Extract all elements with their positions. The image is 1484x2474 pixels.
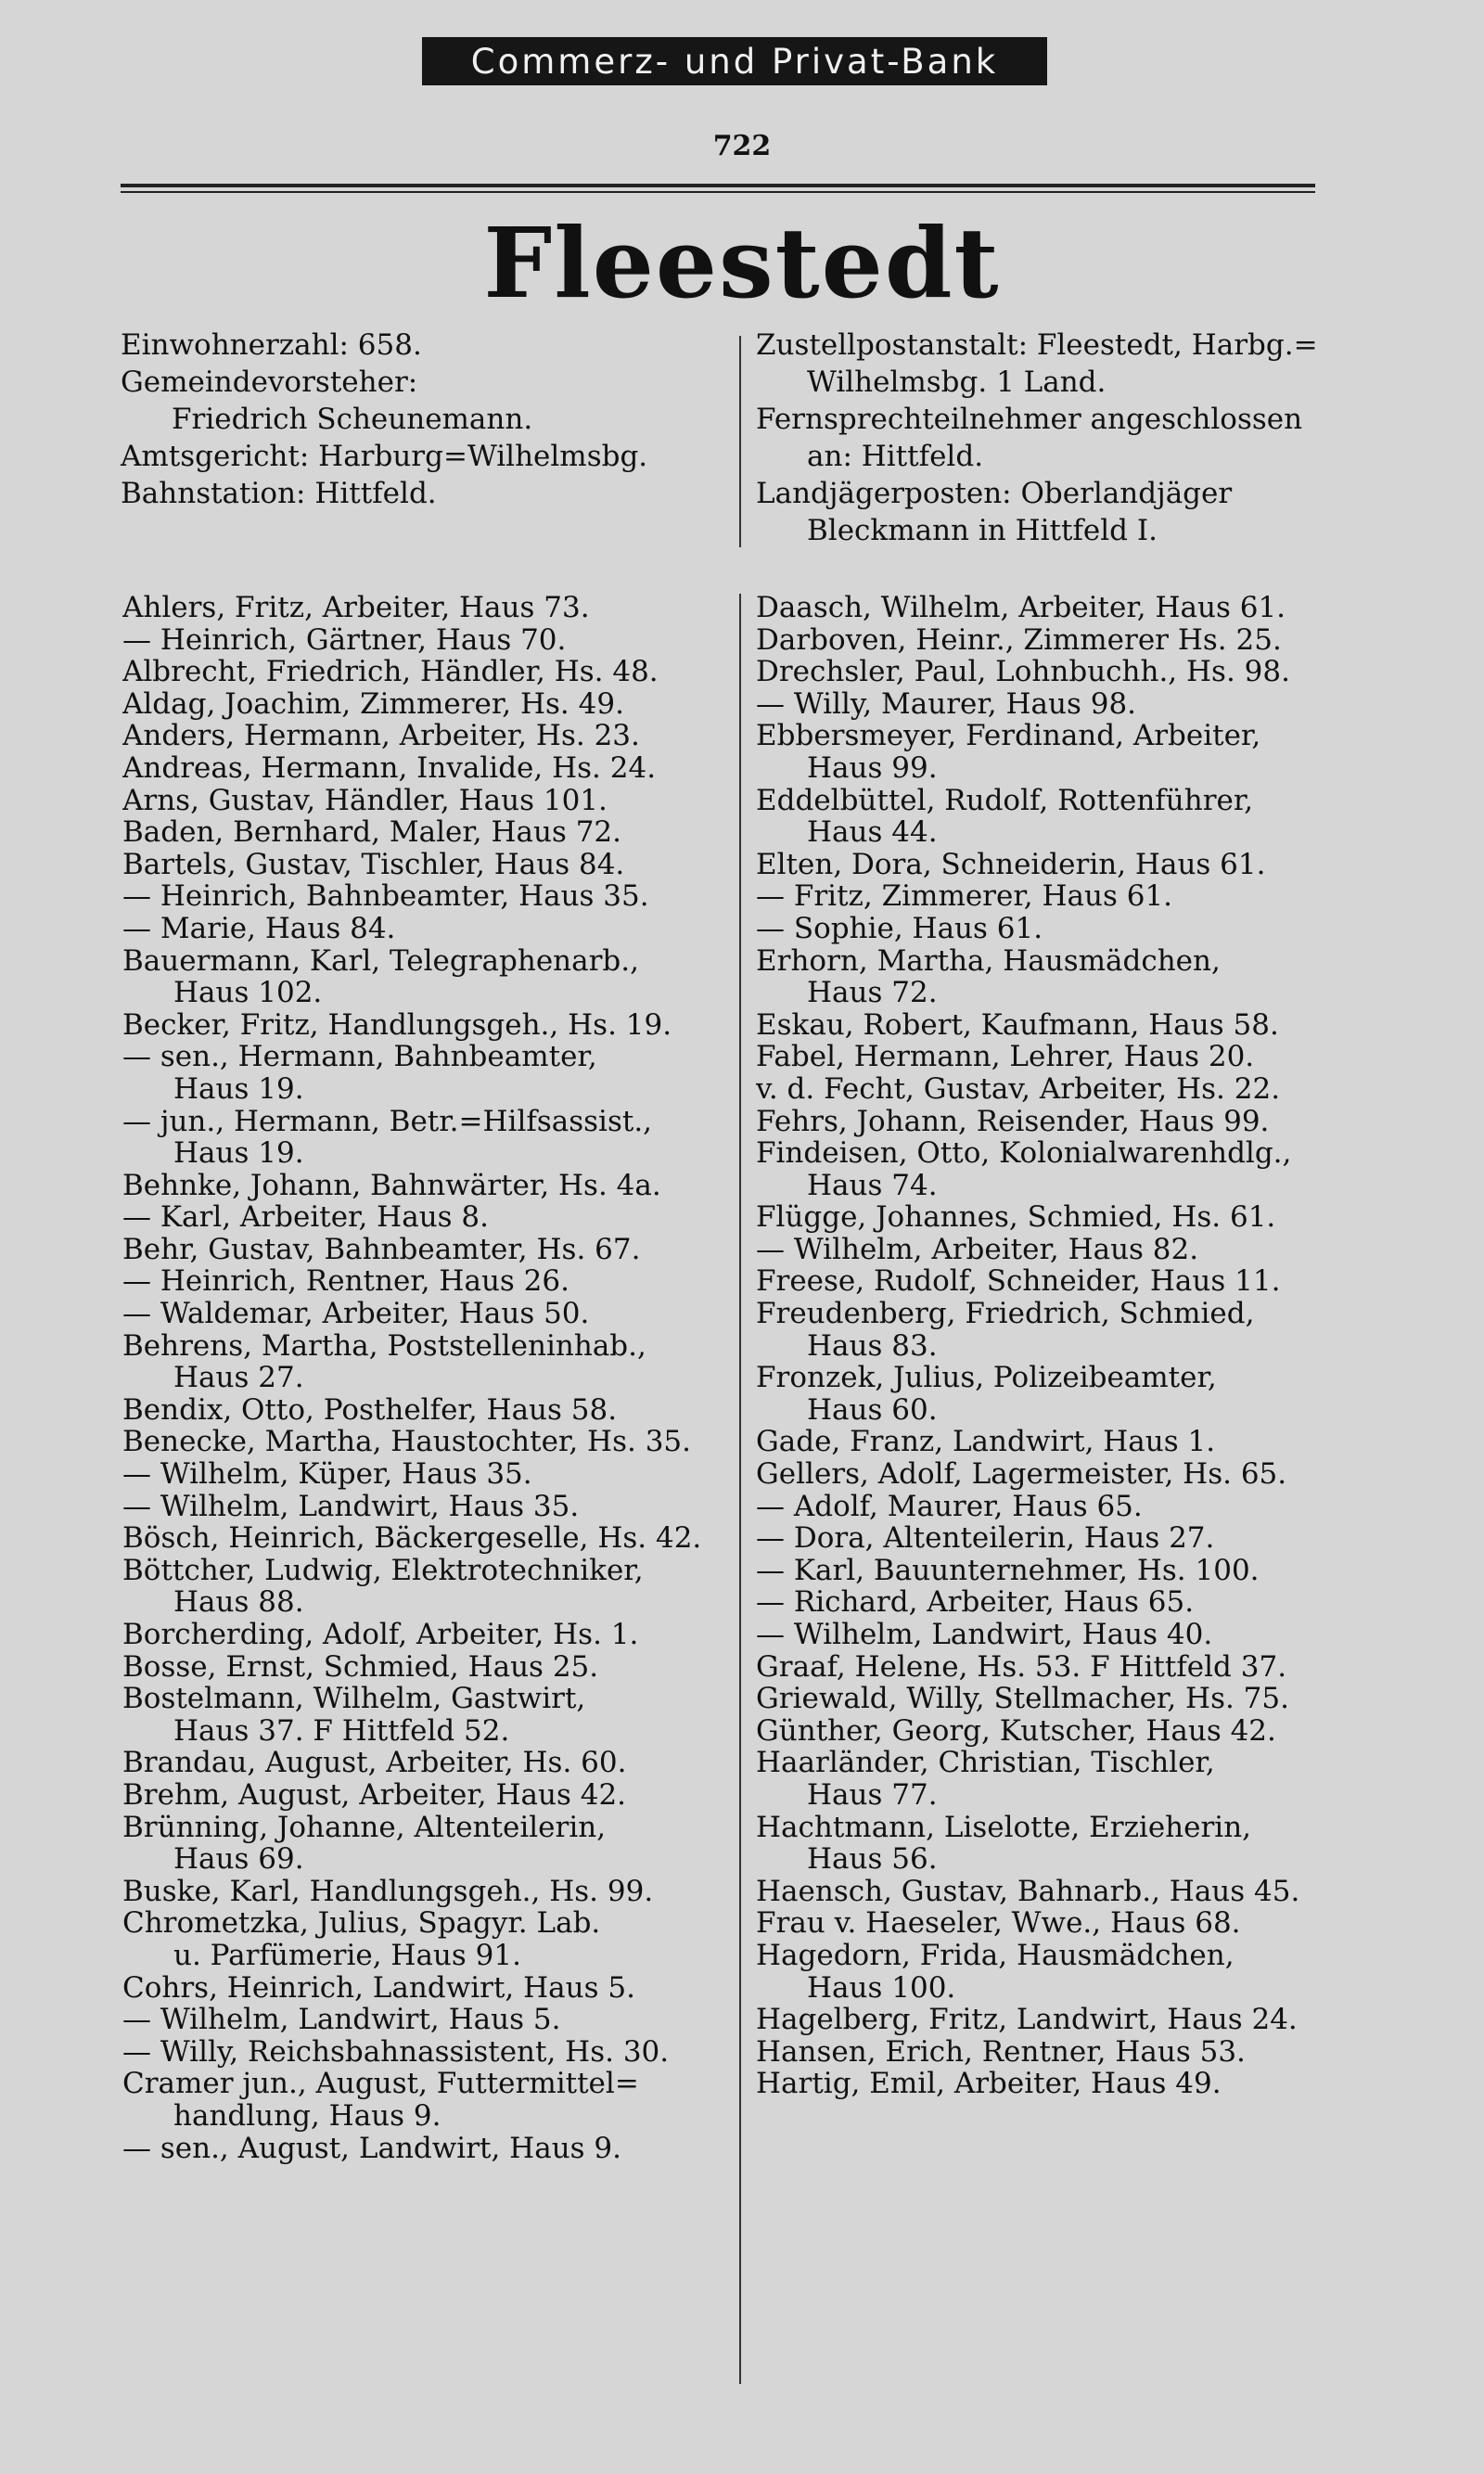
directory-entry: — Waldemar, Arbeiter, Haus 50. (122, 1298, 590, 1330)
directory-entry: — sen., Hermann, Bahnbeamter, (122, 1041, 597, 1073)
directory-entry: Gellers, Adolf, Lagermeister, Hs. 65. (756, 1458, 1287, 1491)
directory-entry-continuation: Haus 56. (807, 1843, 938, 1876)
directory-entry-continuation: Haus 102. (173, 977, 323, 1009)
directory-entry: v. d. Fecht, Gustav, Arbeiter, Hs. 22. (756, 1072, 1281, 1106)
directory-entry: — Wilhelm, Küper, Haus 35. (122, 1458, 532, 1491)
directory-entry-continuation: Haus 19. (173, 1137, 304, 1170)
directory-entry: Behr, Gustav, Bahnbeamter, Hs. 67. (122, 1233, 641, 1266)
directory-entry: Hachtmann, Liselotte, Erzieherin, (756, 1811, 1252, 1844)
town-info-left (121, 327, 714, 512)
directory-entry: Freudenberg, Friedrich, Schmied, (756, 1298, 1255, 1330)
directory-entry-continuation: Haus 69. (173, 1843, 304, 1876)
directory-right-column (756, 592, 1368, 2100)
directory-entry: Hartig, Emil, Arbeiter, Haus 49. (756, 2068, 1222, 2100)
header-rule-thin (121, 191, 1315, 193)
directory-entry: — Willy, Reichsbahnassistent, Hs. 30. (122, 2035, 670, 2069)
directory-entry: Fehrs, Johann, Reisender, Haus 99. (756, 1105, 1270, 1138)
directory-entry-continuation: Haus 27. (173, 1362, 304, 1394)
info-divider (739, 336, 741, 547)
directory-entry: — Wilhelm, Arbeiter, Haus 82. (756, 1233, 1199, 1266)
directory-entry: Gade, Franz, Landwirt, Haus 1. (756, 1426, 1216, 1459)
directory-entry: — Willy, Maurer, Haus 98. (756, 687, 1137, 721)
info-telephone-cont: an: Hittfeld. (807, 440, 984, 473)
info-telephone: Fernsprechteilnehmer angeschlossen (756, 403, 1303, 436)
directory-entry: Freese, Rudolf, Schneider, Haus 11. (756, 1265, 1281, 1299)
directory-entry-continuation: Haus 60. (807, 1393, 938, 1427)
directory-entry: — Heinrich, Bahnbeamter, Haus 35. (122, 880, 649, 913)
directory-entry-continuation: Haus 77. (807, 1778, 938, 1812)
directory-entry: Haensch, Gustav, Bahnarb., Haus 45. (756, 1875, 1300, 1908)
info-station: Bahnstation: Hittfeld. (121, 477, 437, 510)
directory-entry: Borcherding, Adolf, Arbeiter, Hs. 1. (122, 1619, 639, 1651)
directory-entry: Fronzek, Julius, Polizeibeamter, (756, 1362, 1217, 1394)
directory-entry: — Fritz, Zimmerer, Haus 61. (756, 880, 1173, 913)
directory-entry: Bauermann, Karl, Telegraphenarb., (122, 944, 639, 978)
directory-entry: Baden, Bernhard, Maler, Haus 72. (122, 816, 622, 849)
town-info-right (756, 327, 1320, 549)
header-rule-thick (121, 184, 1315, 187)
directory-entry-continuation: Haus 72. (807, 977, 938, 1009)
directory-entry: Griewald, Willy, Stellmacher, Hs. 75. (756, 1683, 1289, 1715)
directory-entry: Darboven, Heinr., Zimmerer Hs. 25. (756, 623, 1282, 657)
directory-entry: — Heinrich, Gärtner, Haus 70. (122, 623, 567, 657)
directory-entry: Bosse, Ernst, Schmied, Haus 25. (122, 1650, 599, 1684)
directory-entry: — Adolf, Maurer, Haus 65. (756, 1490, 1143, 1523)
directory-entry: Hagelberg, Fritz, Landwirt, Haus 24. (756, 2004, 1298, 2036)
directory-entry: Bartels, Gustav, Tischler, Haus 84. (122, 848, 625, 881)
directory-entry: Bendix, Otto, Posthelfer, Haus 58. (122, 1393, 618, 1427)
directory-entry: — Sophie, Haus 61. (756, 912, 1043, 945)
directory-entry: — jun., Hermann, Betr.=Hilfsassist., (122, 1105, 653, 1138)
directory-entry: Hansen, Erich, Rentner, Haus 53. (756, 2035, 1246, 2069)
directory-entry: Ahlers, Fritz, Arbeiter, Haus 73. (122, 592, 590, 624)
directory-entry: Eskau, Robert, Kaufmann, Haus 58. (756, 1008, 1279, 1042)
directory-entry: Bösch, Heinrich, Bäckergeselle, Hs. 42. (122, 1522, 702, 1555)
directory-entry: — Wilhelm, Landwirt, Haus 35. (122, 1490, 580, 1523)
directory-entry-continuation: Haus 100. (807, 1971, 956, 2005)
town-title: Fleestedt (483, 206, 1001, 320)
directory-entry: Andreas, Hermann, Invalide, Hs. 24. (122, 751, 657, 785)
directory-entry-continuation: Haus 83. (807, 1329, 938, 1363)
directory-entry: Daasch, Wilhelm, Arbeiter, Haus 61. (756, 592, 1286, 624)
directory-entry: — Wilhelm, Landwirt, Haus 40. (756, 1619, 1213, 1651)
directory-entry: Benecke, Martha, Haustochter, Hs. 35. (122, 1426, 692, 1459)
directory-entry: Anders, Hermann, Arbeiter, Hs. 23. (122, 720, 640, 752)
directory-entry: Behnke, Johann, Bahnwärter, Hs. 4a. (122, 1169, 661, 1202)
directory-entry: Böttcher, Ludwig, Elektrotechniker, (122, 1554, 644, 1587)
directory-entry-continuation: Haus 19. (173, 1072, 304, 1106)
directory-entry-continuation: Haus 37. F Hittfeld 52. (173, 1714, 510, 1748)
directory-entry-continuation: Haus 99. (807, 751, 938, 785)
directory-entry: Flügge, Johannes, Schmied, Hs. 61. (756, 1201, 1276, 1234)
info-police-cont: Bleckmann in Hittfeld I. (807, 514, 1158, 547)
info-mayor-name: Friedrich Scheunemann. (172, 403, 533, 436)
directory-entry: Hagedorn, Frida, Hausmädchen, (756, 1939, 1235, 1972)
directory-entry: — Heinrich, Rentner, Haus 26. (122, 1265, 569, 1299)
directory-entry: Fabel, Hermann, Lehrer, Haus 20. (756, 1041, 1255, 1073)
directory-entry-continuation: Haus 88. (173, 1586, 304, 1619)
directory-entry: Ebbersmeyer, Ferdinand, Arbeiter, (756, 720, 1261, 752)
directory-entry: Cohrs, Heinrich, Landwirt, Haus 5. (122, 1971, 635, 2005)
directory-entry-continuation: handlung, Haus 9. (173, 2099, 441, 2133)
directory-entry-continuation: u. Parfümerie, Haus 91. (173, 1939, 521, 1972)
directory-entry: Graaf, Helene, Hs. 53. F Hittfeld 37. (756, 1650, 1287, 1684)
directory-entry: — sen., August, Landwirt, Haus 9. (122, 2132, 622, 2165)
directory-entry: — Dora, Altenteilerin, Haus 27. (756, 1522, 1215, 1555)
directory-entry: Arns, Gustav, Händler, Haus 101. (122, 784, 608, 817)
directory-entry: Chrometzka, Julius, Spagyr. Lab. (122, 1907, 601, 1940)
directory-entry: — Wilhelm, Landwirt, Haus 5. (122, 2004, 561, 2036)
page-number: 722 (712, 130, 772, 162)
directory-entry: Haarländer, Christian, Tischler, (756, 1747, 1215, 1779)
directory-entry: Behrens, Martha, Poststelleninhab., (122, 1329, 646, 1363)
directory-entry: Albrecht, Friedrich, Händler, Hs. 48. (122, 656, 659, 688)
bank-banner: Commerz- und Privat-Bank (422, 37, 1047, 85)
directory-entry: Frau v. Haeseler, Wwe., Haus 68. (756, 1907, 1241, 1940)
directory-entry: Günther, Georg, Kutscher, Haus 42. (756, 1714, 1276, 1748)
info-mayor-label: Gemeindevorsteher: (121, 365, 418, 399)
directory-entry: Elten, Dora, Schneiderin, Haus 61. (756, 848, 1266, 881)
directory-entry: Bostelmann, Wilhelm, Gastwirt, (122, 1683, 586, 1715)
directory-entry-continuation: Haus 74. (807, 1169, 938, 1202)
directory-entry: — Karl, Bauunternehmer, Hs. 100. (756, 1554, 1260, 1587)
directory-entry: Becker, Fritz, Handlungsgeh., Hs. 19. (122, 1008, 672, 1042)
directory-entry: Findeisen, Otto, Kolonialwarenhdlg., (756, 1137, 1292, 1170)
directory-entry: Brehm, August, Arbeiter, Haus 42. (122, 1778, 627, 1812)
directory-entry: Eddelbüttel, Rudolf, Rottenführer, (756, 784, 1254, 817)
info-police: Landjägerposten: Oberlandjäger (756, 477, 1233, 510)
info-population: Einwohnerzahl: 658. (121, 328, 422, 362)
directory-entry: Cramer jun., August, Futtermittel= (122, 2068, 639, 2100)
directory-entry: Brandau, August, Arbeiter, Hs. 60. (122, 1747, 627, 1779)
directory-entry: Buske, Karl, Handlungsgeh., Hs. 99. (122, 1875, 654, 1908)
info-post-office: Zustellpostanstalt: Fleestedt, Harbg.= (756, 328, 1318, 362)
column-divider (739, 594, 741, 2384)
directory-entry: — Richard, Arbeiter, Haus 65. (756, 1586, 1195, 1619)
directory-entry: — Marie, Haus 84. (122, 912, 396, 945)
info-post-office-cont: Wilhelmsbg. 1 Land. (807, 365, 1107, 399)
directory-entry: Drechsler, Paul, Lohnbuchh., Hs. 98. (756, 656, 1290, 688)
directory-left-column (122, 592, 735, 2164)
directory-entry: Erhorn, Martha, Hausmädchen, (756, 944, 1221, 978)
directory-entry: Brünning, Johanne, Altenteilerin, (122, 1811, 607, 1844)
info-court: Amtsgericht: Harburg=Wilhelmsbg. (121, 440, 648, 473)
directory-entry: Aldag, Joachim, Zimmerer, Hs. 49. (122, 687, 624, 721)
directory-entry-continuation: Haus 44. (807, 816, 938, 849)
directory-entry: — Karl, Arbeiter, Haus 8. (122, 1201, 489, 1234)
